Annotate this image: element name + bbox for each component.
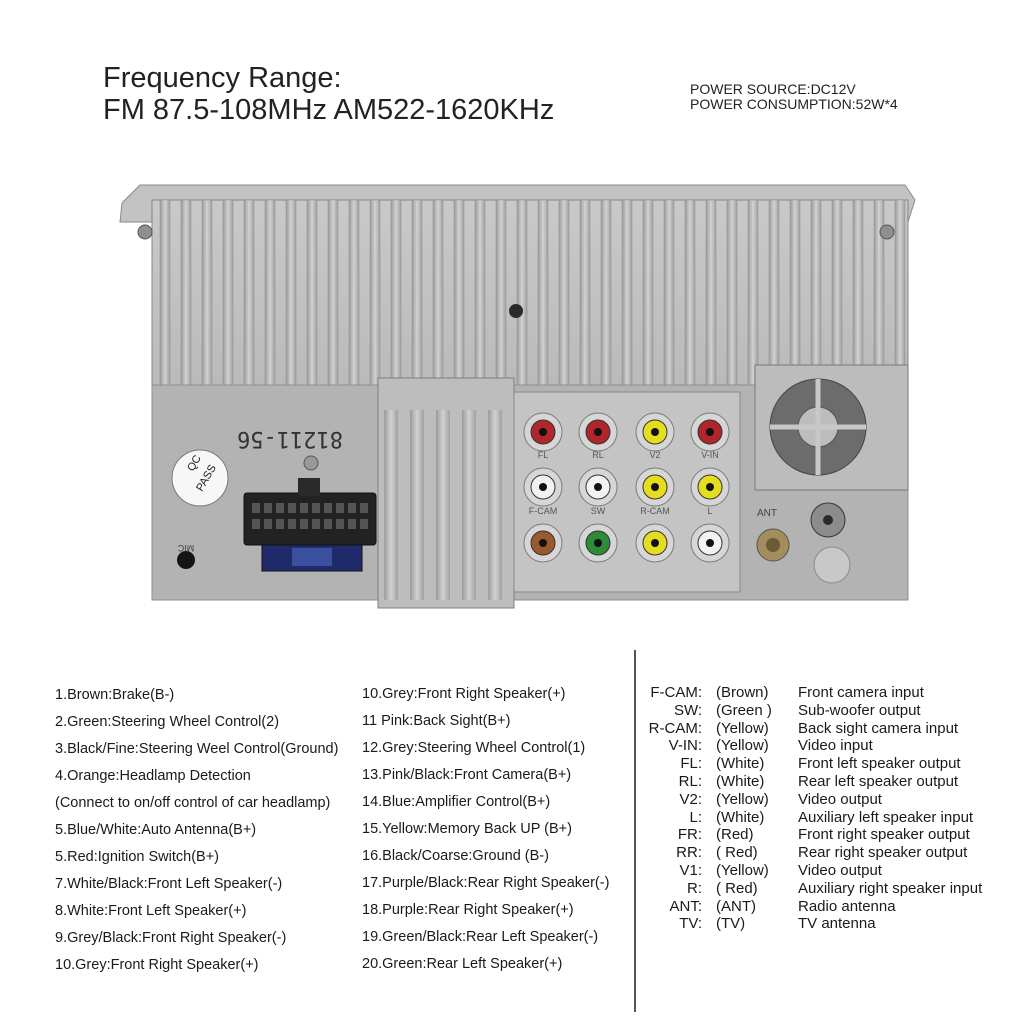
frequency-range-title: Frequency Range: (103, 62, 342, 94)
rca-jack-hole (651, 539, 659, 547)
connector-pin (264, 503, 272, 513)
heatsink-fin (433, 200, 443, 385)
wire-list-item: 13.Pink/Black:Front Camera(B+) (362, 767, 572, 783)
heatsink-fin (496, 200, 506, 385)
connector-pin (336, 519, 344, 529)
heatsink-fin (349, 200, 359, 385)
heatsink-fin (559, 200, 569, 385)
port-code: FL: (680, 755, 702, 773)
heatsink-fin (391, 200, 401, 385)
wire-list-item: 5.Blue/White:Auto Antenna(B+) (55, 822, 257, 838)
port-description: Front camera input (798, 684, 924, 701)
rca-jack-hole (539, 428, 547, 436)
port-code: V1: (679, 862, 702, 879)
rca-label: V-IN (701, 450, 719, 460)
rca-jack-hole (594, 539, 602, 547)
port-color: (White) (716, 755, 765, 773)
connector-clip (298, 478, 320, 496)
rca-label: SW (590, 506, 606, 516)
connector-pin (324, 503, 332, 513)
port-code: V-IN: (668, 737, 702, 755)
port-code: TV: (679, 915, 702, 933)
port-description: Rear left speaker output (798, 773, 959, 790)
heatsink-fin (853, 200, 863, 385)
rca-label: R-CAM (640, 506, 670, 516)
port-color: (Red) (716, 826, 754, 844)
heatsink-fin (244, 200, 254, 385)
screw-hole-center (509, 304, 523, 318)
heatsink-fin (181, 200, 191, 385)
heatsink-fin (286, 200, 296, 385)
heatsink-fin (580, 200, 590, 385)
heatsink-fin (727, 200, 737, 385)
heatsink-fin (643, 200, 653, 385)
port-code: ANT: (669, 897, 702, 915)
heatsink-fin (769, 200, 779, 385)
heatsink-fin (811, 200, 821, 385)
rca-label: FL (537, 450, 549, 460)
wire-list-item: 15.Yellow:Memory Back UP (B+) (362, 821, 572, 837)
heatsink-fin (538, 200, 548, 385)
heatsink-fin (790, 200, 800, 385)
connector-pin (288, 519, 296, 529)
port-color: (White) (716, 773, 765, 790)
wire-list-item: 20.Green:Rear Left Speaker(+) (362, 956, 563, 972)
heatsink-fin (748, 200, 758, 385)
port-description: Auxiliary left speaker input (798, 808, 974, 826)
tv-antenna-pin (823, 515, 833, 525)
port-color: (Brown) (716, 684, 769, 701)
port-code: SW: (673, 701, 702, 719)
rca-jack-hole (706, 428, 714, 436)
rca-jack-hole (706, 539, 714, 547)
connector-pin (312, 519, 320, 529)
rca-label: V2 (649, 450, 661, 460)
power-consumption: POWER CONSUMPTION:52W*4 (690, 96, 898, 112)
connector-pin (312, 503, 320, 513)
wire-list-item: 16.Black/Coarse:Ground (B-) (362, 848, 549, 864)
wire-list-item: 4.Orange:Headlamp Detection (55, 768, 251, 784)
wire-list-item: 11 Pink:Back Sight(B+) (362, 713, 511, 729)
port-code: L: (689, 808, 702, 826)
fuse (292, 548, 332, 566)
heatsink-fin (622, 200, 632, 385)
heatsink-fin (601, 200, 611, 385)
connector-pin (336, 503, 344, 513)
connector-pin (276, 503, 284, 513)
port-description: Video output (798, 862, 882, 879)
wire-list-item: 3.Black/Fine:Steering Weel Control(Ground) (55, 741, 339, 757)
port-color: (Yellow) (716, 737, 769, 755)
connector-pin (252, 519, 260, 529)
heatsink-fin (412, 200, 422, 385)
knockout-hole (814, 547, 850, 583)
ground-screw (304, 456, 318, 470)
heatsink-fin (307, 200, 317, 385)
qc-line1: QC (185, 453, 204, 474)
connector-pin (276, 519, 284, 529)
port-description: Video input (798, 737, 873, 755)
rca-jack-hole (539, 483, 547, 491)
screw-top-left (138, 225, 152, 239)
wire-list-item: 10.Grey:Front Right Speaker(+) (362, 686, 566, 702)
screw-top-right (880, 225, 894, 239)
heatsink-fin (475, 200, 485, 385)
rca-label: F-CAM (528, 506, 558, 516)
connector-pin (348, 503, 356, 513)
heatsink-fin (664, 200, 674, 385)
rca-jack-hole (651, 428, 659, 436)
wire-list-item: 19.Green/Black:Rear Left Speaker(-) (362, 929, 599, 945)
column-divider (634, 650, 636, 1012)
heatsink-fin (265, 200, 275, 385)
rca-label: RL (592, 450, 604, 460)
port-color: (White) (716, 808, 765, 826)
wire-list-item: 14.Blue:Amplifier Control(B+) (362, 794, 551, 810)
port-description: Auxiliary right speaker input (798, 879, 983, 897)
port-color: (TV) (716, 915, 746, 933)
heatsink-fin (223, 200, 233, 385)
wire-list-item: 8.White:Front Left Speaker(+) (55, 903, 247, 919)
port-code: R-CAM: (648, 719, 702, 737)
ant-socket-inner (766, 538, 780, 552)
port-description: Front left speaker output (798, 755, 961, 773)
port-code: R: (687, 879, 702, 897)
wire-list-item: 1.Brown:Brake(B-) (55, 687, 175, 703)
port-color: ( Red) (716, 844, 758, 862)
mic-label: MIC (177, 543, 195, 553)
port-description: Sub-woofer output (798, 701, 921, 719)
rca-jack-hole (594, 483, 602, 491)
connector-pin (300, 503, 308, 513)
heatsink-fin (685, 200, 695, 385)
wire-list-item: 12.Grey:Steering Wheel Control(1) (362, 740, 586, 756)
port-description: TV antenna (798, 915, 876, 933)
rca-jack-hole (539, 539, 547, 547)
port-code: FR: (677, 826, 702, 844)
heatsink-fin (202, 200, 212, 385)
serial-stamp: 81211-56 (237, 426, 343, 451)
ant-label: ANT (757, 508, 777, 519)
connector-pin (288, 503, 296, 513)
port-color: (Yellow) (716, 790, 769, 808)
heatsink-fin (328, 200, 338, 385)
port-color: (ANT) (716, 897, 756, 915)
rca-label: L (707, 506, 713, 516)
wire-list-item: 2.Green:Steering Wheel Control(2) (55, 714, 280, 730)
wire-list-item: 17.Purple/Black:Rear Right Speaker(-) (362, 875, 610, 891)
connector-pin (300, 519, 308, 529)
heatsink-fin (706, 200, 716, 385)
rca-jack-hole (706, 483, 714, 491)
heatsink-fin (370, 200, 380, 385)
rca-jack-hole (594, 428, 602, 436)
wire-list-item: (Connect to on/off control of car headlamp) (55, 795, 331, 811)
port-code: RR: (676, 844, 702, 862)
rca-jack-hole (651, 483, 659, 491)
port-description: Rear right speaker output (798, 844, 968, 862)
port-color: ( Red) (716, 879, 758, 897)
wire-list-item: 10.Grey:Front Right Speaker(+) (55, 957, 259, 973)
connector-pin (360, 503, 368, 513)
connector-pin (252, 503, 260, 513)
connector-pin (264, 519, 272, 529)
port-code: F-CAM: (650, 684, 702, 701)
power-source: POWER SOURCE:DC12V (690, 81, 856, 97)
harness-connector (244, 493, 376, 545)
heatsink-fin (517, 200, 527, 385)
connector-pin (360, 519, 368, 529)
qc-line2: PASS (194, 462, 219, 494)
wire-list-item: 5.Red:Ignition Switch(B+) (55, 849, 220, 865)
wire-list-item: 7.White/Black:Front Left Speaker(-) (55, 876, 283, 892)
port-color: (Green ) (716, 701, 772, 719)
port-color: (Yellow) (716, 862, 769, 879)
port-color: (Yellow) (716, 719, 769, 737)
frequency-range-values: FM 87.5-108MHz AM522-1620KHz (103, 94, 555, 126)
wire-list-item: 9.Grey/Black:Front Right Speaker(-) (55, 930, 287, 946)
port-code: RL: (678, 773, 702, 790)
port-description: Video output (798, 790, 882, 808)
port-description: Radio antenna (798, 897, 896, 915)
heatsink-fin (160, 200, 170, 385)
connector-pin (324, 519, 332, 529)
heatsink-fin (832, 200, 842, 385)
port-description: Front right speaker output (798, 826, 970, 844)
heatsink-fin (454, 200, 464, 385)
connector-pin (348, 519, 356, 529)
heatsink-fin (895, 200, 905, 385)
port-description: Back sight camera input (798, 719, 959, 737)
port-code: V2: (679, 790, 702, 808)
wire-list-item: 18.Purple:Rear Right Speaker(+) (362, 902, 574, 918)
